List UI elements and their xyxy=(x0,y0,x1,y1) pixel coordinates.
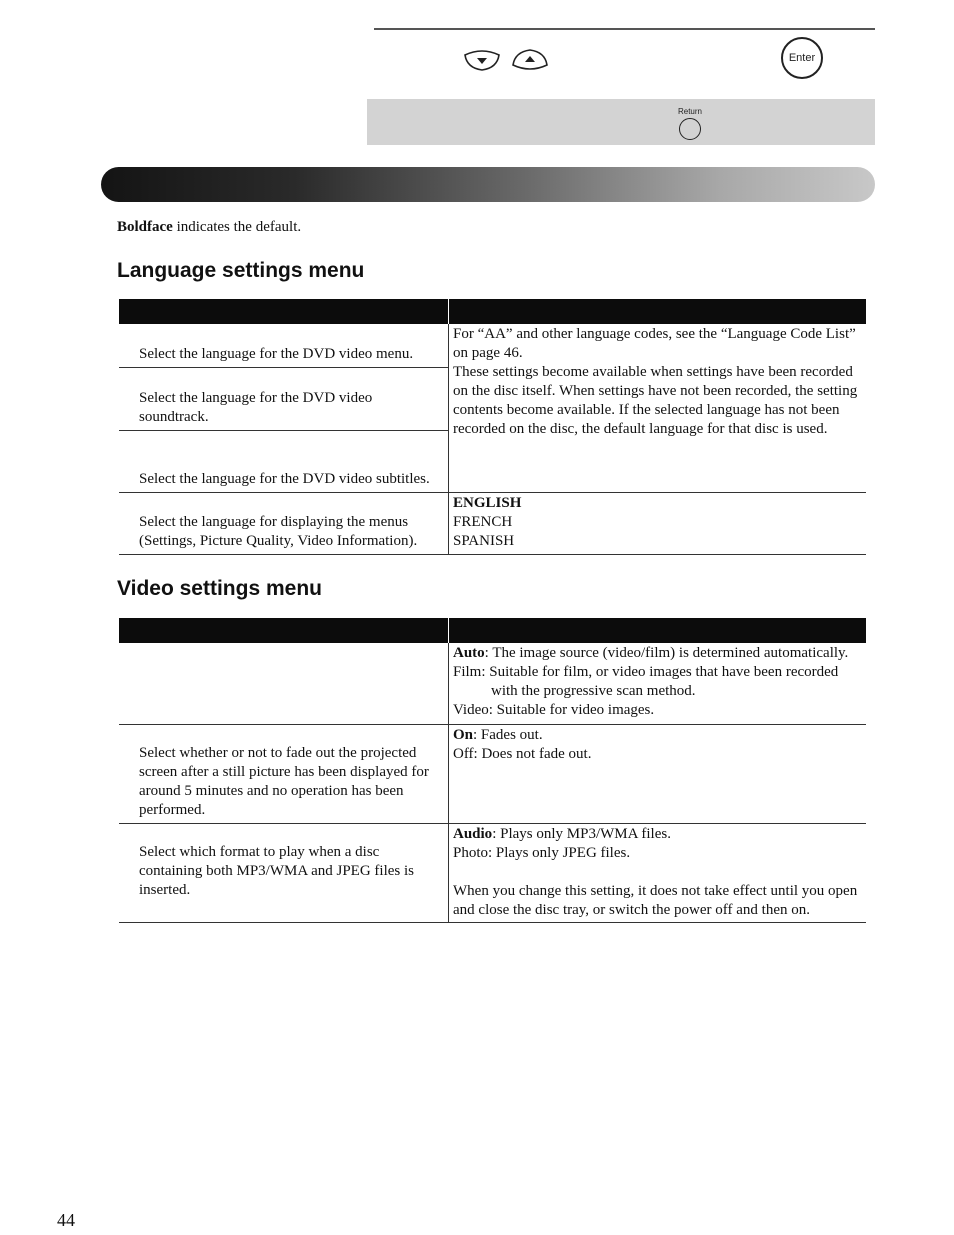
setting-note: When you change this setting, it does not take effect until you open and close the disc tray, or switch the power off and then on. xyxy=(453,882,858,918)
down-arrow-button-icon xyxy=(462,48,502,72)
page-number: 44 xyxy=(57,1210,75,1230)
row-description: Select the language for displaying the menus (Settings, Picture Quality, Video Information). xyxy=(119,492,449,554)
option-text: Off: Does not fade out. xyxy=(453,745,592,762)
table-header-row xyxy=(119,618,866,643)
table-header-row xyxy=(119,299,866,324)
language-settings-table xyxy=(119,299,866,555)
option-text: : Plays only MP3/WMA files. xyxy=(492,825,671,842)
row-description: Select the language for the DVD video subtitles. xyxy=(119,430,449,492)
table-row xyxy=(119,492,866,554)
option-text: : Fades out. xyxy=(473,726,543,743)
option-default: ENGLISH xyxy=(453,494,522,511)
default-note xyxy=(117,219,301,236)
header-rule xyxy=(374,28,875,30)
option-default: Audio xyxy=(453,825,493,842)
option-text: : The image source (video/film) is determined automatically. xyxy=(484,645,849,661)
option: SPANISH xyxy=(453,532,515,549)
setting-cell xyxy=(449,823,867,922)
language-menu-heading: Language settings menu xyxy=(117,259,365,282)
table-header-cell xyxy=(449,299,867,324)
table-header-cell xyxy=(119,299,449,324)
enter-button-icon xyxy=(781,37,823,79)
language-code-text: For “AA” and other language codes, see the “Language Code List” on page 46. These settings become available when settings have been recorded on the disc itself. When settings have not been recorded, the setting contents become available. If the selected language has not been recorded on the disc, the default language for that disc is used. xyxy=(453,326,858,437)
table-header-cell xyxy=(119,618,449,643)
video-menu-heading: Video settings menu xyxy=(117,577,322,600)
video-settings-table xyxy=(119,618,866,923)
table-row xyxy=(119,724,866,823)
row-description xyxy=(119,643,449,724)
enter-label: Enter xyxy=(788,52,816,64)
option-text: Video: Suitable for video images. xyxy=(453,702,655,718)
row-description: Select whether or not to fade out the projected screen after a still picture has been displayed for around 5 minutes and no operation has been performed. xyxy=(119,724,449,823)
return-label: Return xyxy=(677,107,702,116)
return-button-icon xyxy=(679,118,701,140)
section-banner xyxy=(101,167,875,202)
row-description: Select the language for the DVD video soundtrack. xyxy=(119,367,449,430)
table-row xyxy=(119,324,866,367)
table-header-cell xyxy=(449,618,867,643)
row-description: Select which format to play when a disc containing both MP3/WMA and JPEG files is inserted. xyxy=(119,823,449,922)
default-note-bold: Boldface xyxy=(117,219,173,235)
option: FRENCH xyxy=(453,513,513,530)
row-description: Select the language for the DVD video menu. xyxy=(119,324,449,367)
return-bar xyxy=(367,99,875,145)
up-arrow-button-icon xyxy=(510,48,550,72)
setting-cell xyxy=(449,643,867,724)
table-row xyxy=(119,823,866,922)
default-note-text: indicates the default. xyxy=(172,219,302,235)
option-text: Photo: Plays only JPEG files. xyxy=(453,844,631,861)
table-row xyxy=(119,643,866,724)
option-default: On xyxy=(453,726,474,743)
option-text: with the progressive scan method. xyxy=(491,683,696,699)
menu-language-options xyxy=(449,492,867,554)
option-default: Auto xyxy=(453,645,485,661)
option-text: Film: Suitable for film, or video images that have been recorded xyxy=(453,664,839,680)
setting-cell xyxy=(449,724,867,823)
language-code-setting xyxy=(449,324,867,492)
